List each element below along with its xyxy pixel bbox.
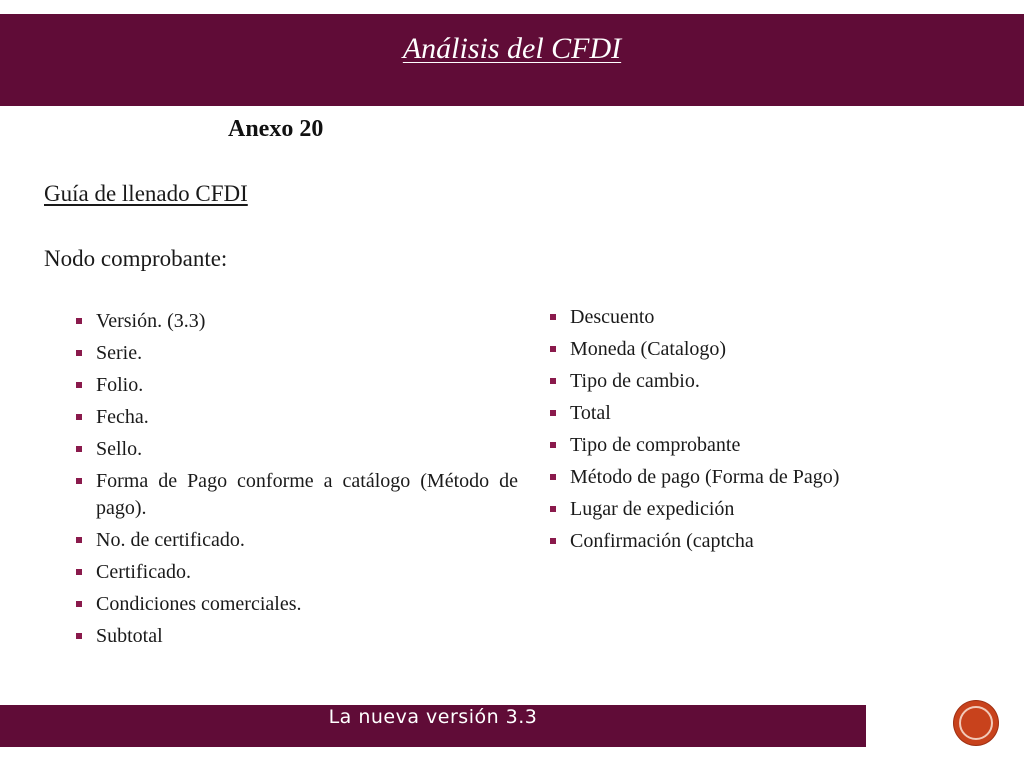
square-bullet-icon [76, 633, 82, 639]
square-bullet-icon [550, 538, 556, 544]
list-item: Tipo de cambio. [548, 368, 948, 395]
square-bullet-icon [550, 442, 556, 448]
list-item: Sello. [74, 436, 518, 463]
footer-text: La nueva versión 3.3 [328, 706, 538, 728]
list-item: Descuento [548, 304, 948, 331]
list-item: Subtotal [74, 623, 518, 650]
badge-ring [959, 706, 993, 740]
left-bullet-list [74, 308, 518, 655]
list-item: Fecha. [74, 404, 518, 431]
right-bullet-list [548, 304, 948, 560]
slide-badge-icon[interactable] [954, 701, 998, 745]
list-item: Forma de Pago conforme a catálogo (Método de pago). [74, 468, 518, 522]
square-bullet-icon [76, 537, 82, 543]
square-bullet-icon [76, 318, 82, 324]
list-item: No. de certificado. [74, 527, 518, 554]
list-item: Certificado. [74, 559, 518, 586]
list-item: Total [548, 400, 948, 427]
slide-title: Análisis del CFDI [402, 32, 622, 65]
list-item: Método de pago (Forma de Pago) [548, 464, 948, 491]
square-bullet-icon [76, 478, 82, 484]
node-heading: Nodo comprobante: [44, 246, 228, 271]
list-item: Condiciones comerciales. [74, 591, 518, 618]
list-item: Tipo de comprobante [548, 432, 948, 459]
square-bullet-icon [76, 601, 82, 607]
square-bullet-icon [550, 506, 556, 512]
list-item: Versión. (3.3) [74, 308, 518, 335]
square-bullet-icon [550, 314, 556, 320]
square-bullet-icon [76, 569, 82, 575]
square-bullet-icon [550, 410, 556, 416]
square-bullet-icon [550, 346, 556, 352]
guide-heading: Guía de llenado CFDI [44, 181, 248, 206]
square-bullet-icon [550, 378, 556, 384]
list-item: Moneda (Catalogo) [548, 336, 948, 363]
annex-heading: Anexo 20 [228, 116, 324, 142]
list-item: Folio. [74, 372, 518, 399]
square-bullet-icon [76, 414, 82, 420]
list-item: Confirmación (captcha [548, 528, 948, 555]
square-bullet-icon [76, 350, 82, 356]
list-item: Lugar de expedición [548, 496, 948, 523]
list-item: Serie. [74, 340, 518, 367]
square-bullet-icon [76, 446, 82, 452]
square-bullet-icon [550, 474, 556, 480]
square-bullet-icon [76, 382, 82, 388]
